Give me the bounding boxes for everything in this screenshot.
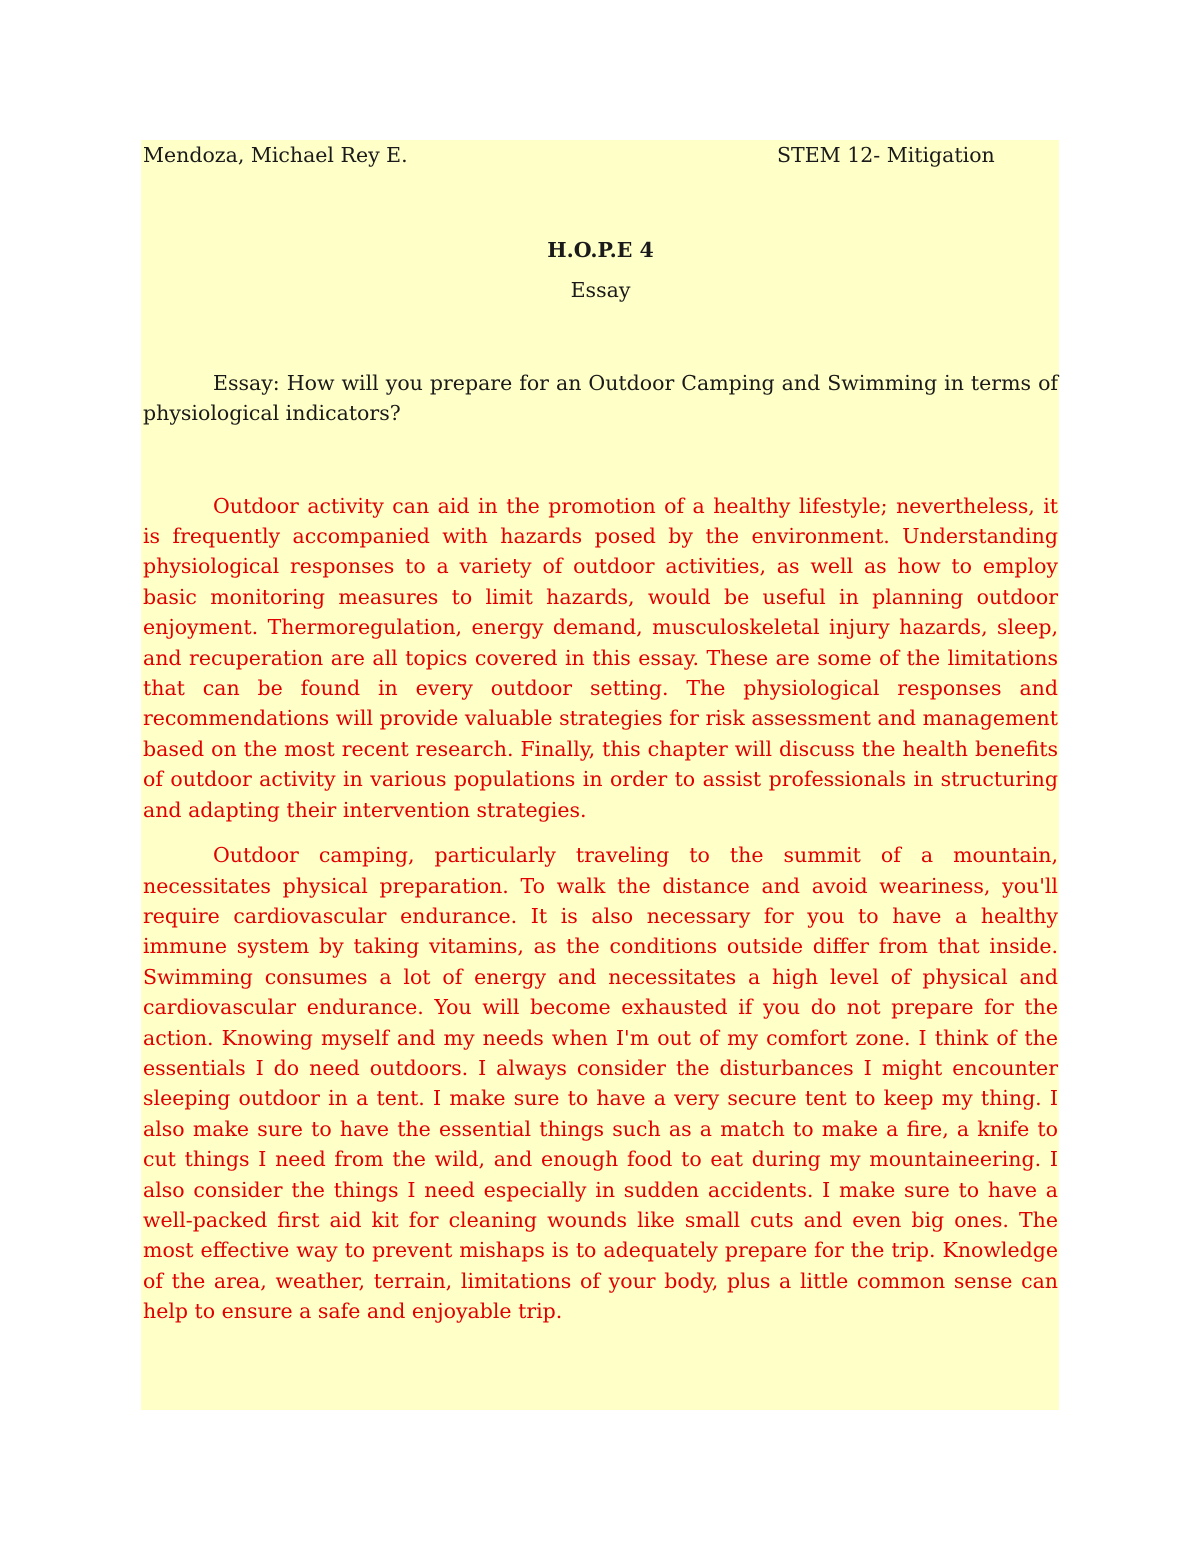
essay-prompt: Essay: How will you prepare for an Outdoor Camping and Swimming in terms of physiological indicators? bbox=[143, 370, 1058, 426]
document-title: H.O.P.E 4 bbox=[547, 238, 654, 262]
author-name: Mendoza, Michael Rey E. bbox=[143, 143, 408, 167]
document-content bbox=[143, 140, 1058, 1327]
header-row bbox=[143, 140, 1058, 170]
essay-paragraph-1: Outdoor activity can aid in the promotion of a healthy lifestyle; nevertheless, it is frequently accompanied with hazards posed by the environment. Understanding physiological responses to a variety of outdoor activities, as well as how to employ basic monitoring measures to limit hazards, would be useful in planning outdoor enjoyment. Thermoregulation, energy demand, musculoskeletal injury hazards, sleep, and recuperation are all topics covered in this essay. These are some of the limitations that can be found in every outdoor setting. The physiological responses and recommendations will provide valuable strategies for risk assessment and management based on the most recent research. Finally, this chapter will discuss the health benefits of outdoor activity in various populations in order to assist professionals in structuring and adapting their intervention strategies. bbox=[143, 493, 1058, 822]
class-section: STEM 12- Mitigation bbox=[777, 143, 995, 167]
essay-paragraph-2: Outdoor camping, particularly traveling to the summit of a mountain, necessitates physical preparation. To walk the distance and avoid weariness, you'll require cardiovascular endurance. It is also necessary for you to have a healthy immune system by taking vitamins, as the conditions outside differ from that inside. Swimming consumes a lot of energy and necessitates a high level of physical and cardiovascular endurance. You will become exhausted if you do not prepare for the action. Knowing myself and my needs when I'm out of my comfort zone. I think of the essentials I do need outdoors. I always consider the disturbances I might encounter sleeping outdoor in a tent. I make sure to have a very secure tent to keep my thing. I also make sure to have the essential things such as a match to make a fire, a knife to cut things I need from the wild, and enough food to eat during my mountaineering. I also consider the things I need especially in sudden accidents. I make sure to have a well-packed first aid kit for cleaning wounds like small cuts and even big ones. The most effective way to prevent mishaps is to adequately prepare for the trip. Knowledge of the area, weather, terrain, limitations of your body, plus a little common sense can help to ensure a safe and enjoyable trip. bbox=[143, 843, 1058, 1324]
document-subtitle: Essay bbox=[570, 278, 631, 303]
